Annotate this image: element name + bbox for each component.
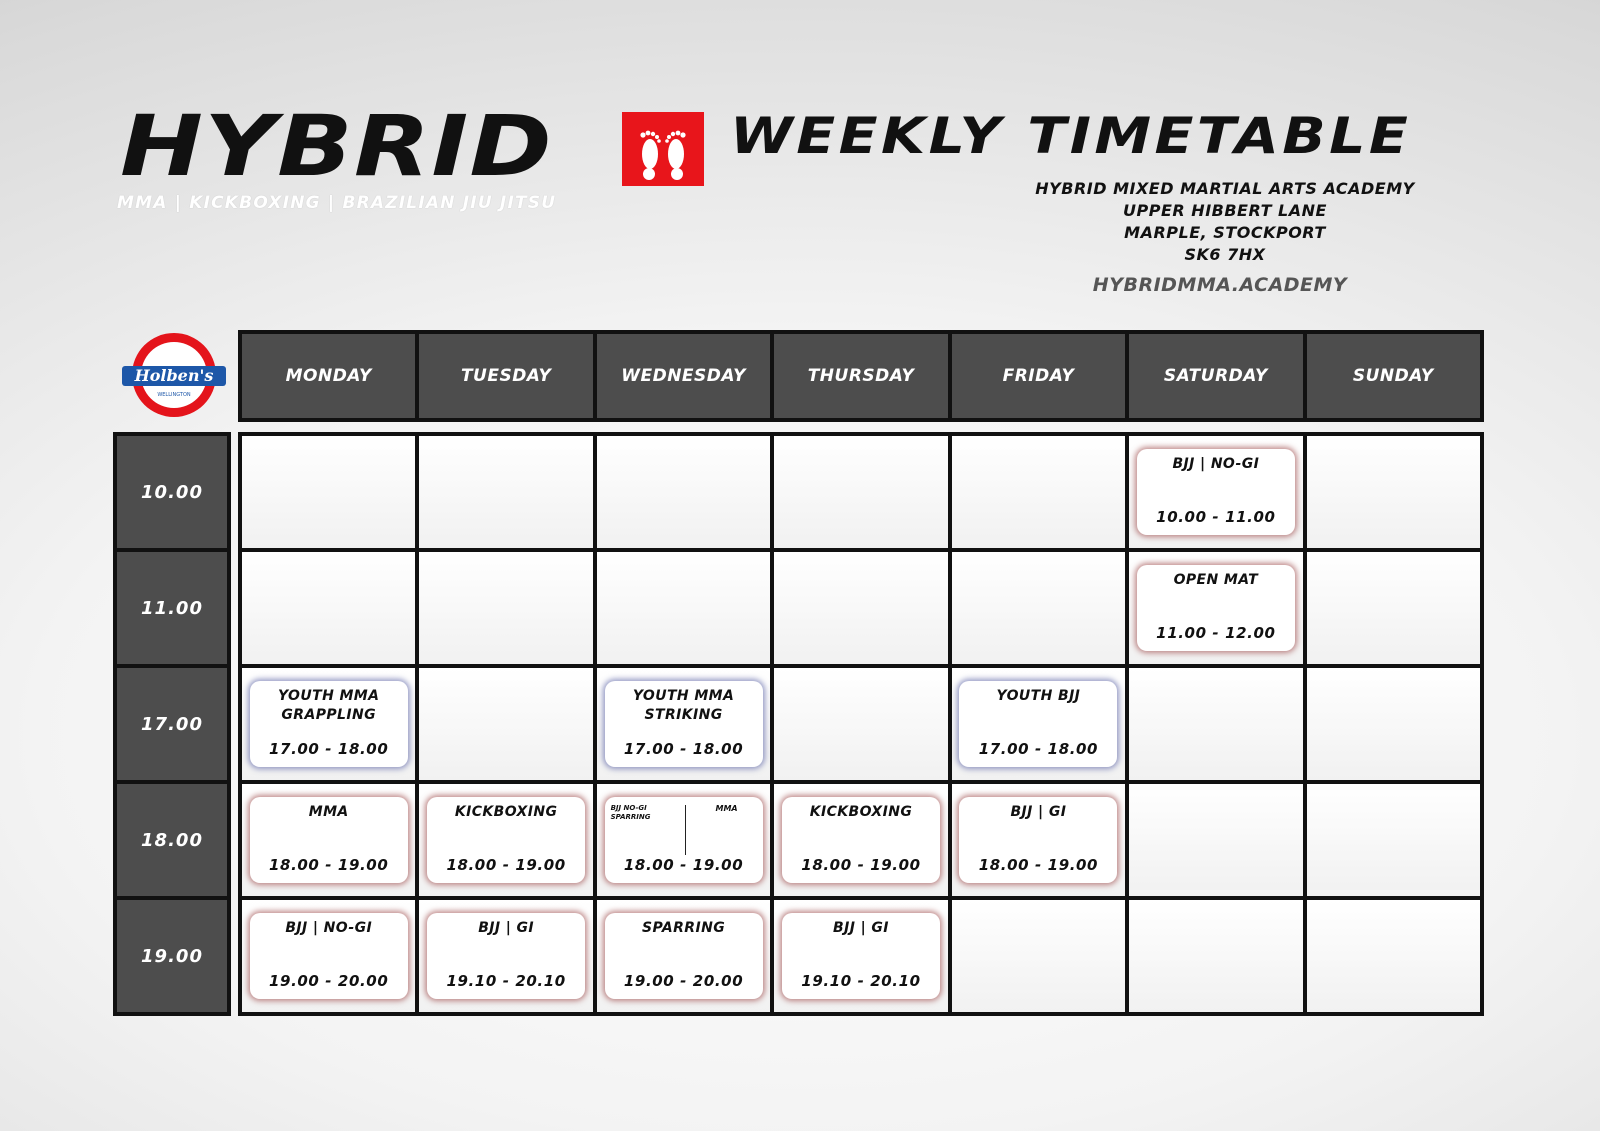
time-label: 19.00 bbox=[117, 900, 227, 1012]
sponsor-logo bbox=[122, 332, 226, 418]
class-card[interactable] bbox=[427, 913, 585, 999]
class-card[interactable] bbox=[427, 797, 585, 883]
day-header-row bbox=[238, 330, 1484, 422]
timetable-cell bbox=[597, 436, 770, 548]
address-line: SK6 7HX bbox=[1184, 245, 1266, 264]
timetable-cell bbox=[419, 436, 592, 548]
day-header-tuesday: TUESDAY bbox=[419, 334, 592, 418]
class-time: 18.00 - 19.00 bbox=[623, 856, 744, 874]
day-header-sunday: SUNDAY bbox=[1307, 334, 1480, 418]
sponsor-sub: WELLINGTON bbox=[157, 392, 191, 398]
class-time: 18.00 - 19.00 bbox=[269, 856, 389, 874]
page-title: WEEKLY TIMETABLE bbox=[730, 107, 1412, 165]
class-name: SPARRING bbox=[642, 920, 726, 936]
class-card[interactable] bbox=[250, 797, 408, 883]
address-line: MARPLE, STOCKPORT bbox=[1124, 223, 1326, 242]
timetable-cell bbox=[242, 436, 415, 548]
timetable-cell bbox=[774, 784, 947, 896]
footprints-icon bbox=[622, 112, 704, 186]
timetable-cell bbox=[1129, 552, 1302, 664]
timetable-cell bbox=[597, 784, 770, 896]
timetable-cell bbox=[1129, 900, 1302, 1012]
address-line: HYBRID MIXED MARTIAL ARTS ACADEMY bbox=[1035, 179, 1415, 198]
day-header-friday: FRIDAY bbox=[952, 334, 1125, 418]
time-label: 10.00 bbox=[117, 436, 227, 548]
timetable-cell bbox=[597, 900, 770, 1012]
brand-logo-text: HYBRID bbox=[120, 97, 553, 195]
class-time: 11.00 - 12.00 bbox=[1156, 624, 1276, 642]
timetable-cell bbox=[774, 900, 947, 1012]
timetable-cell bbox=[952, 552, 1125, 664]
class-name: KICKBOXING bbox=[454, 804, 558, 820]
class-card[interactable] bbox=[250, 681, 408, 767]
class-name: BJJ | GI bbox=[1010, 804, 1067, 820]
class-card[interactable] bbox=[1137, 449, 1295, 535]
timetable-cell bbox=[242, 668, 415, 780]
time-label: 17.00 bbox=[117, 668, 227, 780]
timetable-cell bbox=[1307, 900, 1480, 1012]
address-block bbox=[960, 178, 1490, 266]
class-name: BJJ | GI bbox=[478, 920, 535, 936]
class-card[interactable] bbox=[250, 913, 408, 999]
timetable-cell bbox=[952, 668, 1125, 780]
timetable-cell bbox=[952, 900, 1125, 1012]
divider bbox=[685, 805, 687, 855]
class-name: BJJ | NO-GI bbox=[285, 920, 373, 936]
day-header-saturday: SATURDAY bbox=[1129, 334, 1302, 418]
timetable-cell bbox=[774, 552, 947, 664]
timetable-cell bbox=[419, 668, 592, 780]
timetable-cell bbox=[952, 436, 1125, 548]
timetable-cell bbox=[774, 668, 947, 780]
timetable-cell bbox=[242, 784, 415, 896]
class-card[interactable] bbox=[605, 913, 763, 999]
class-card[interactable] bbox=[605, 797, 763, 883]
class-name: MMA bbox=[715, 804, 738, 813]
time-column bbox=[113, 432, 231, 1016]
timetable-cell bbox=[1307, 668, 1480, 780]
timetable-cell bbox=[242, 900, 415, 1012]
class-time: 17.00 - 18.00 bbox=[978, 740, 1099, 758]
day-header-wednesday: WEDNESDAY bbox=[597, 334, 770, 418]
timetable-cell bbox=[1307, 784, 1480, 896]
class-card[interactable] bbox=[605, 681, 763, 767]
class-name: YOUTH BJJ bbox=[996, 688, 1081, 704]
class-name: YOUTH MMA STRIKING bbox=[632, 688, 735, 723]
class-name: KICKBOXING bbox=[809, 804, 913, 820]
class-name: MMA bbox=[308, 804, 349, 820]
timetable-cell bbox=[419, 784, 592, 896]
timetable-cell bbox=[419, 900, 592, 1012]
class-card[interactable] bbox=[782, 797, 940, 883]
timetable-cell bbox=[242, 552, 415, 664]
timetable-grid bbox=[238, 432, 1484, 1016]
time-label: 11.00 bbox=[117, 552, 227, 664]
class-time: 18.00 - 19.00 bbox=[446, 856, 566, 874]
class-time: 19.00 - 20.00 bbox=[269, 972, 389, 990]
class-time: 10.00 - 11.00 bbox=[1156, 508, 1276, 526]
class-name: BJJ | GI bbox=[833, 920, 889, 936]
timetable-cell bbox=[1307, 436, 1480, 548]
class-time: 19.10 - 20.10 bbox=[801, 972, 921, 990]
timetable-cell bbox=[1129, 436, 1302, 548]
website-link[interactable]: HYBRIDMMA.ACADEMY bbox=[1092, 274, 1348, 296]
class-time: 17.00 - 18.00 bbox=[269, 740, 389, 758]
day-header-monday: MONDAY bbox=[242, 334, 415, 418]
class-name: OPEN MAT bbox=[1173, 572, 1259, 588]
brand-tagline: MMA | KICKBOXING | BRAZILIAN JIU JITSU bbox=[117, 193, 557, 213]
timetable-cell bbox=[597, 552, 770, 664]
timetable-cell bbox=[1129, 668, 1302, 780]
class-time: 17.00 - 18.00 bbox=[623, 740, 744, 758]
timetable-cell bbox=[419, 552, 592, 664]
timetable-cell bbox=[952, 784, 1125, 896]
class-time: 19.00 - 20.00 bbox=[623, 972, 744, 990]
class-time: 18.00 - 19.00 bbox=[978, 856, 1099, 874]
address-line: UPPER HIBBERT LANE bbox=[1123, 201, 1327, 220]
sponsor-name: Holben's bbox=[134, 366, 214, 385]
class-card[interactable] bbox=[1137, 565, 1295, 651]
class-name: BJJ NO-GI SPARRING bbox=[610, 804, 651, 821]
timetable-cell bbox=[774, 436, 947, 548]
timetable-cell bbox=[597, 668, 770, 780]
class-name: YOUTH MMA GRAPPLING bbox=[278, 688, 380, 723]
class-card[interactable] bbox=[959, 681, 1117, 767]
class-time: 19.10 - 20.10 bbox=[446, 972, 566, 990]
day-header-thursday: THURSDAY bbox=[774, 334, 947, 418]
class-card[interactable] bbox=[782, 913, 940, 999]
time-label: 18.00 bbox=[117, 784, 227, 896]
class-card[interactable] bbox=[959, 797, 1117, 883]
class-name: BJJ | NO-GI bbox=[1172, 456, 1260, 472]
class-time: 18.00 - 19.00 bbox=[801, 856, 921, 874]
timetable-cell bbox=[1307, 552, 1480, 664]
timetable-cell bbox=[1129, 784, 1302, 896]
